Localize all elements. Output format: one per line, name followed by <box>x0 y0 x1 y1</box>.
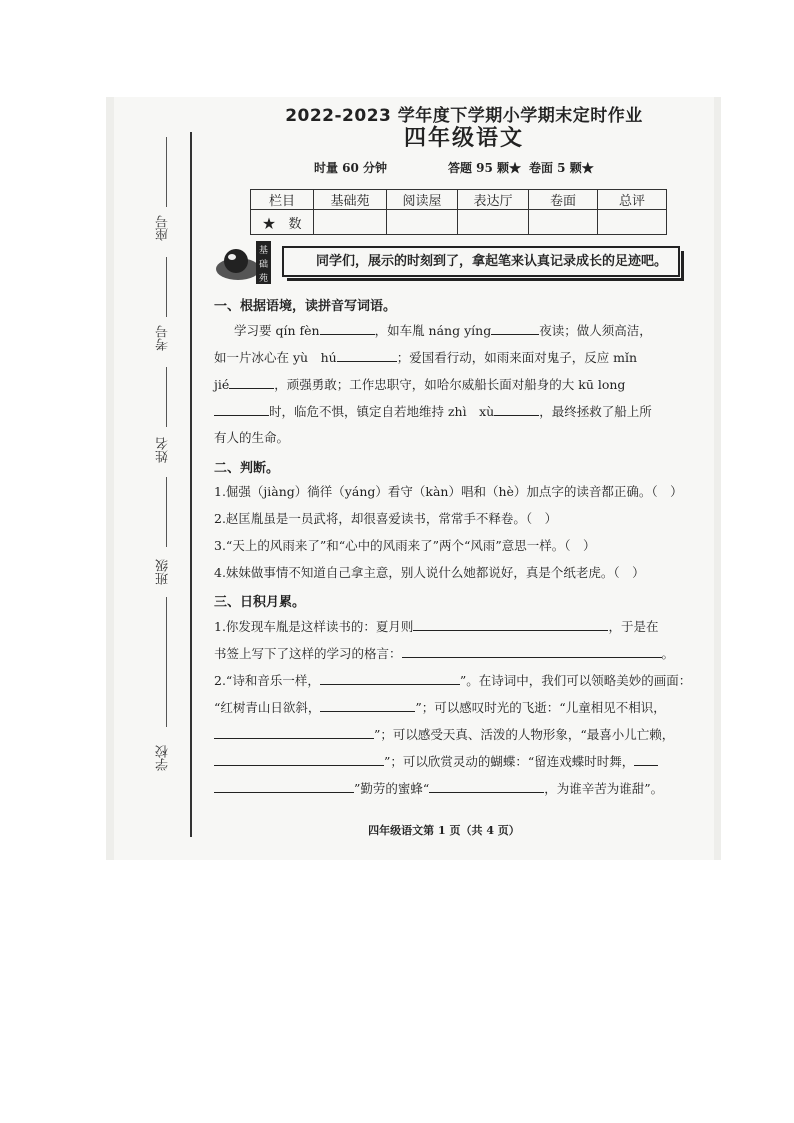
text: 。 <box>661 646 675 661</box>
exam-title: 2022-2023 学年度下学期小学期末定时作业 <box>285 106 643 126</box>
text: “红树青山日欲斜， <box>214 700 321 715</box>
section-1-line <box>214 348 637 367</box>
field-name: 姓名 <box>156 437 171 463</box>
section-3-line <box>214 671 691 690</box>
logo-char: 苑 <box>258 274 269 284</box>
answer-blank[interactable] <box>214 779 354 793</box>
section-logo-icon <box>214 239 272 285</box>
score-cell[interactable] <box>598 210 667 235</box>
text: ”勤劳的蜜蜂“ <box>354 781 430 796</box>
field-class: 班级 <box>156 559 171 585</box>
text: ；爱国看行动，如雨来面对鬼子，反应 mǐn <box>396 350 638 365</box>
score-cell[interactable] <box>387 210 458 235</box>
section-1-line <box>214 402 652 421</box>
answer-blank[interactable] <box>214 752 384 766</box>
field-line <box>166 367 167 427</box>
page-footer: 四年级语文第 1 页（共 4 页） <box>368 824 520 837</box>
page-score: 卷面 5 颗★ <box>529 161 594 175</box>
answer-blank[interactable] <box>214 725 374 739</box>
text: ”；可以感受天真、活泼的人物形象，“最喜小儿亡赖， <box>374 727 675 742</box>
text: 如一片冰心在 yù hú <box>214 350 337 365</box>
answer-blank[interactable] <box>320 698 415 712</box>
answer-score: 答题 95 颗★ <box>448 161 522 175</box>
text: ，顽强勇敢；工作忠职守，如哈尔威船长面对船身的大 kū long <box>274 377 626 392</box>
table-row <box>251 190 667 210</box>
answer-blank[interactable] <box>634 752 658 766</box>
text: 时，临危不惧，镇定自若地维持 zhì xù <box>269 404 495 419</box>
table-row <box>251 210 667 235</box>
answer-blank[interactable] <box>320 671 460 685</box>
section-3-title: 三、日积月累。 <box>214 595 306 610</box>
answer-blank[interactable] <box>320 321 375 335</box>
text: 学习要 qín fèn <box>234 323 320 338</box>
field-school: 学校 <box>156 745 171 771</box>
text: 夜读；做人须高洁， <box>539 323 652 338</box>
answer-blank[interactable] <box>429 779 544 793</box>
table-header: 总评 <box>598 190 667 210</box>
text: ”；可以感叹时光的飞逝：“儿童相见不相识， <box>415 700 666 715</box>
section-1-line <box>214 375 625 394</box>
judgement-item: 2.赵匡胤虽是一员武将，却很喜爱读书，常常手不释卷。（ ） <box>214 511 558 526</box>
text: ”；可以欣赏灵动的蝴蝶：“留连戏蝶时时舞， <box>384 754 635 769</box>
exam-paper <box>114 97 714 860</box>
score-cell[interactable] <box>529 210 598 235</box>
answer-blank[interactable] <box>491 321 539 335</box>
judgement-item: 1.倔强（jiàng）徜徉（yáng）看守（kàn）唱和（hè）加点字的读音都正确。（ ） <box>214 484 683 499</box>
score-table <box>250 189 667 235</box>
section-3-line <box>214 644 674 663</box>
section-3-line <box>214 698 666 717</box>
field-seat-number: 座号 <box>156 215 171 241</box>
field-exam-number: 考号 <box>156 325 171 351</box>
time-limit: 时量 60 分钟 <box>314 161 388 175</box>
text: ，如车胤 náng yíng <box>374 323 492 338</box>
answer-blank[interactable] <box>229 375 274 389</box>
answer-blank[interactable] <box>413 617 608 631</box>
binding-line <box>190 132 192 837</box>
text: ，于是在 <box>608 619 659 634</box>
text: ”。在诗词中，我们可以领略美妙的画面： <box>459 673 692 688</box>
score-cell[interactable] <box>314 210 387 235</box>
table-header: 栏目 <box>251 190 314 210</box>
text: 1.你发现车胤是这样读书的：夏月则 <box>214 619 414 634</box>
table-header: 阅读屋 <box>387 190 458 210</box>
text: jié <box>214 377 230 392</box>
answer-blank[interactable] <box>402 644 662 658</box>
field-line <box>166 477 167 547</box>
table-header: 基础苑 <box>314 190 387 210</box>
text: 2.“诗和音乐一样， <box>214 673 320 688</box>
section-3-line <box>214 617 658 636</box>
judgement-item: 3.“天上的风雨来了”和“心中的风雨来了”两个“风雨”意思一样。（ ） <box>214 538 596 553</box>
judgement-item: 4.妹妹做事情不知道自己拿主意，别人说什么她都说好，真是个纸老虎。（ ） <box>214 565 645 580</box>
encouragement-banner: 同学们，展示的时刻到了，拿起笔来认真记录成长的足迹吧。 <box>282 246 680 277</box>
logo-char: 础 <box>258 260 269 270</box>
section-3-line <box>214 752 658 771</box>
text: ，最终拯救了船上所 <box>539 404 652 419</box>
score-cell[interactable] <box>458 210 529 235</box>
section-1-line: 有人的生命。 <box>214 430 290 445</box>
text: 书签上写下了这样的学习的格言： <box>214 646 402 661</box>
section-3-line <box>214 779 663 798</box>
field-line <box>166 257 167 317</box>
section-1-line <box>234 321 652 340</box>
answer-blank[interactable] <box>494 402 539 416</box>
answer-blank[interactable] <box>337 348 397 362</box>
logo-char: 基 <box>258 246 269 256</box>
document-photo <box>106 97 721 860</box>
row-label: ★ 数 <box>251 210 314 235</box>
section-1-title: 一、根据语境，读拼音写词语。 <box>214 299 397 314</box>
table-header: 卷面 <box>529 190 598 210</box>
table-header: 表达厅 <box>458 190 529 210</box>
field-line <box>166 137 167 207</box>
section-3-line <box>214 725 674 744</box>
text: ，为谁辛苦为谁甜”。 <box>544 781 664 796</box>
subject-title: 四年级语文 <box>403 126 524 151</box>
field-line <box>166 597 167 727</box>
answer-blank[interactable] <box>214 402 269 416</box>
section-2-title: 二、判断。 <box>214 461 280 476</box>
